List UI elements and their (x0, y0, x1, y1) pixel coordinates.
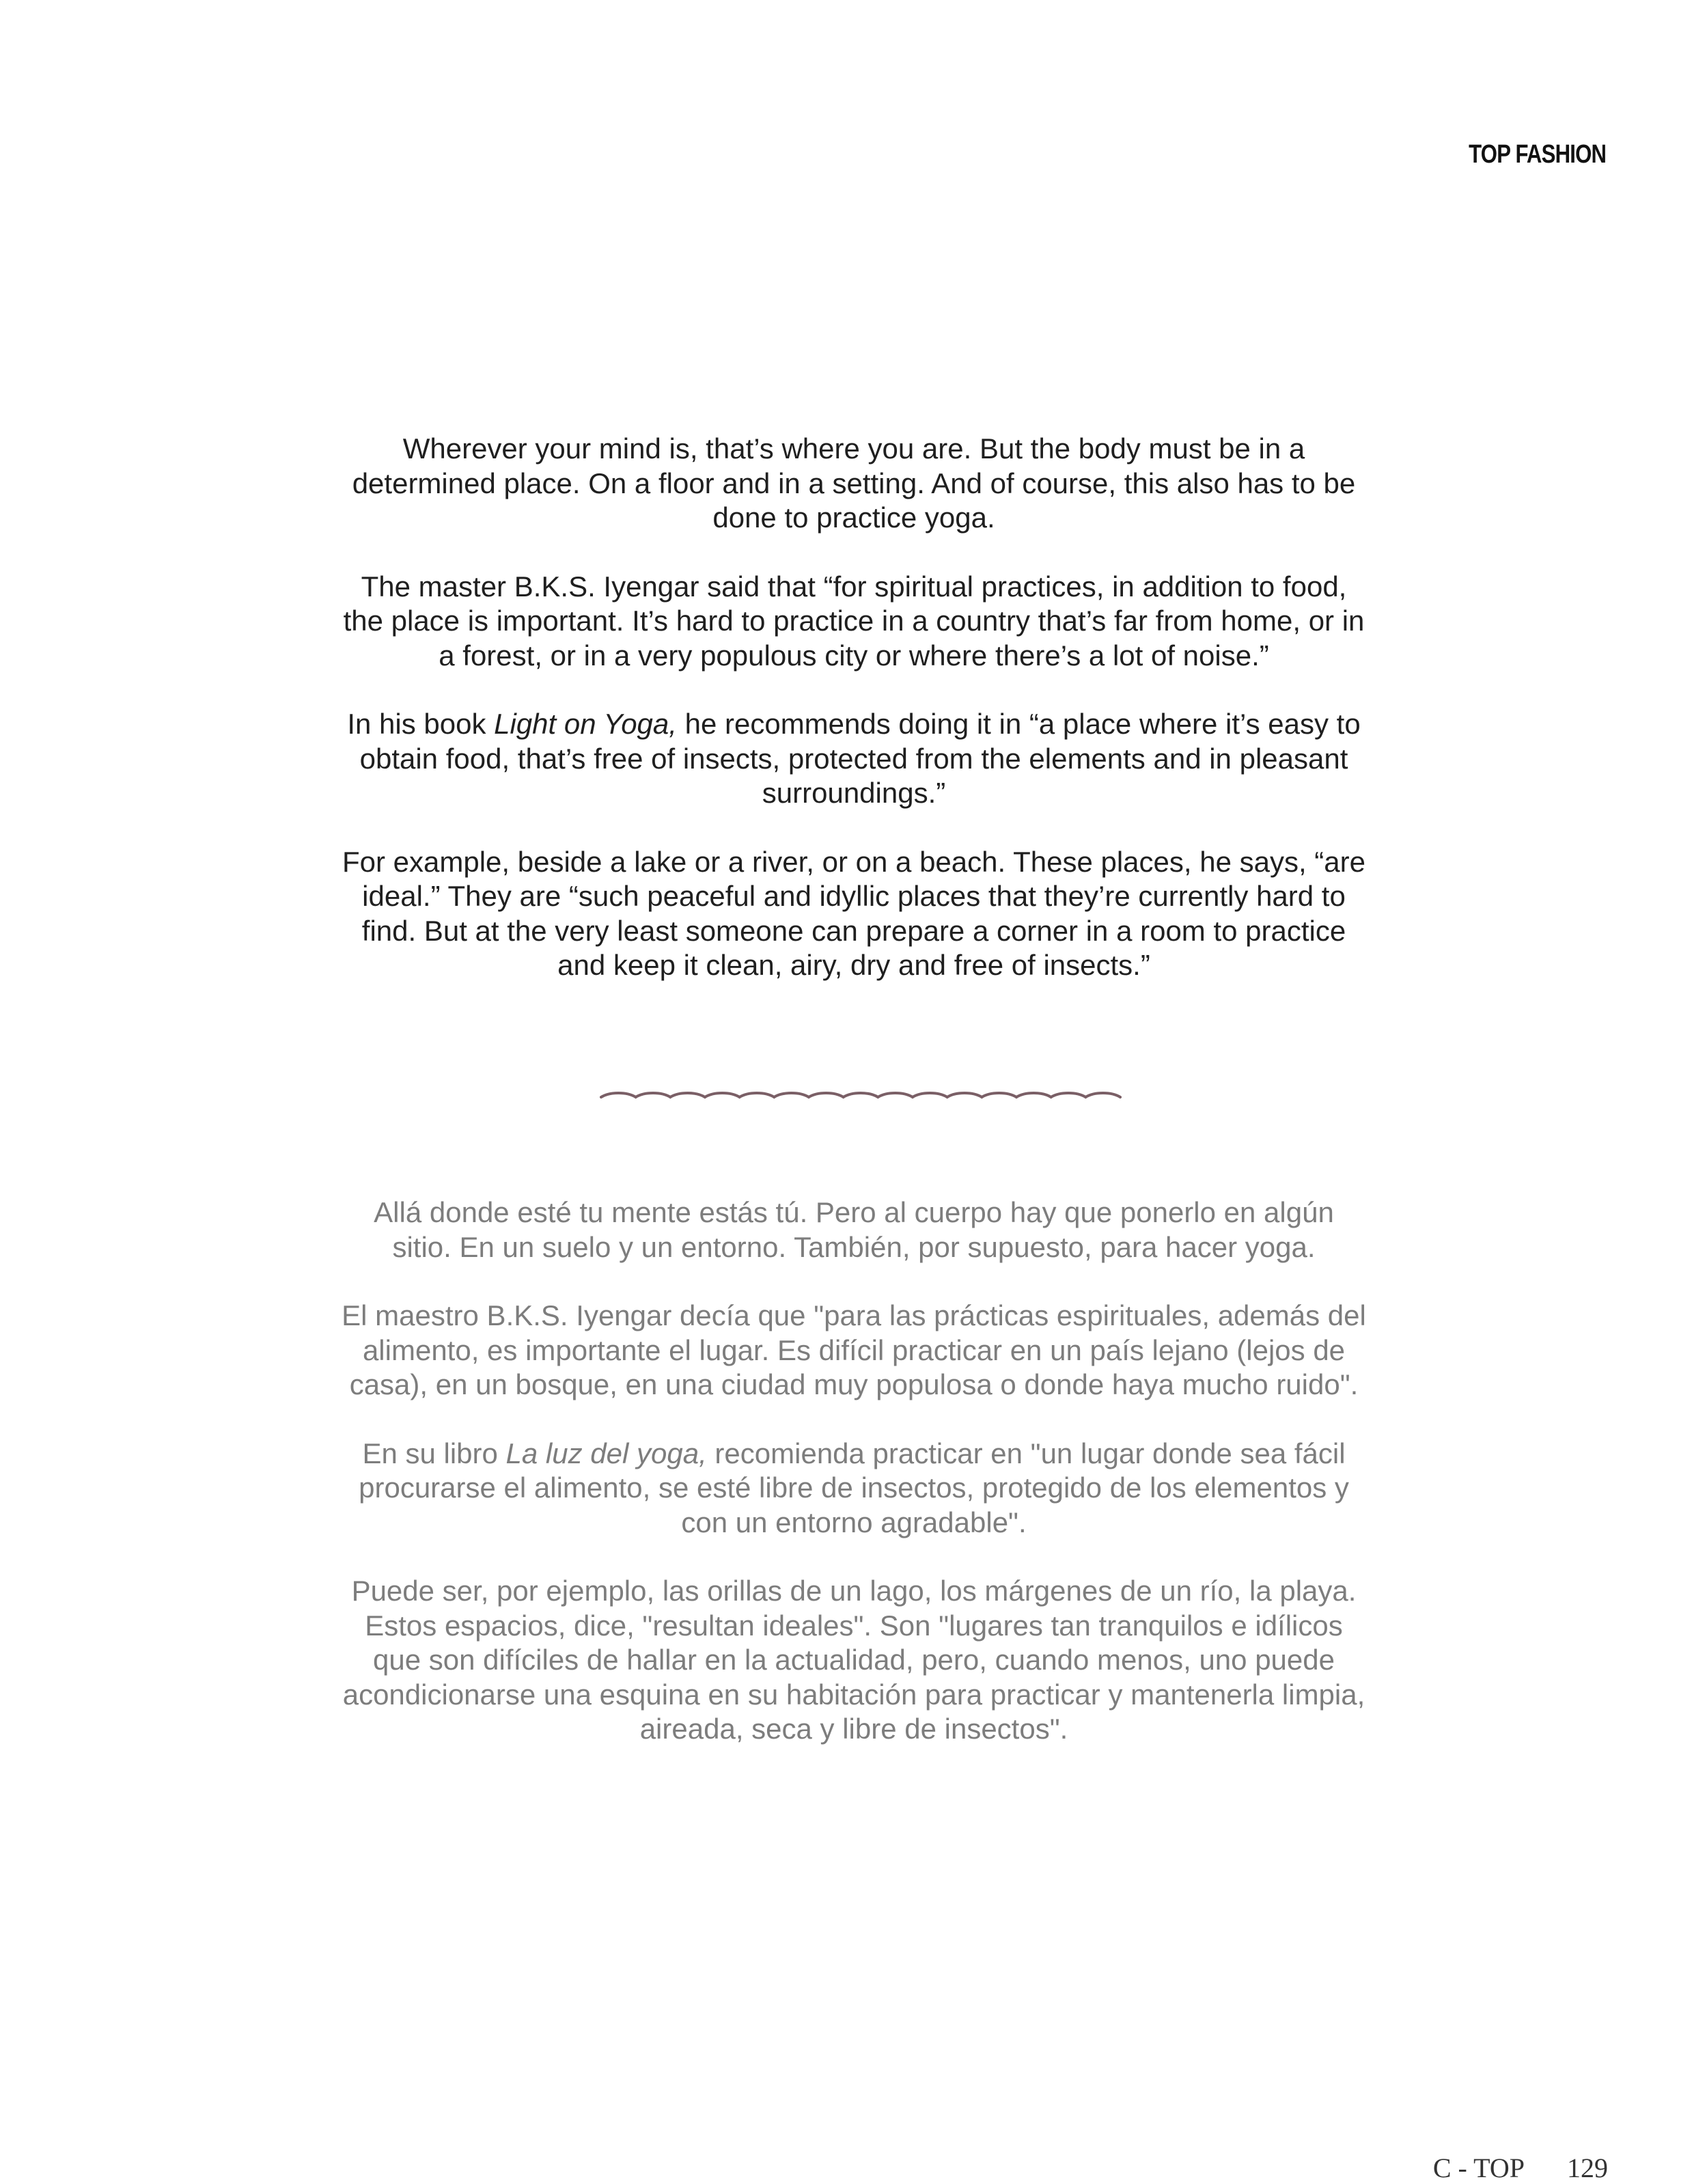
spanish-p3-rest: recomienda practicar en "un lugar donde sea fácil procurarse el alimento, se esté libre de insectos, protegido de los elementos y con un entorno agradable". (359, 1437, 1349, 1538)
page-number: 129 (1567, 2153, 1608, 2183)
english-text (342, 432, 1366, 983)
wave-divider (598, 1083, 1124, 1111)
spanish-paragraph-2: El maestro B.K.S. Iyengar decía que "para las prácticas espirituales, además del alimento, es importante el lugar. Es difícil practicar en un país lejano (lejos de casa), en un bosque, en una ciudad muy populosa o donde haya mucho ruido". (342, 1299, 1366, 1400)
english-paragraph-3 (342, 707, 1366, 811)
spanish-book-title: La luz del yoga, (505, 1437, 707, 1469)
page-footer (1433, 2152, 1608, 2184)
spanish-p3-lead: En su libro (362, 1437, 506, 1469)
english-p3-lead: In his book (347, 708, 495, 740)
english-paragraph-4: For example, beside a lake or a river, or on a beach. These places, he says, “are ideal.” They are “such peaceful and idyllic places that they’re currently hard to find. But at the very least someone can prepare a corner in a room to practice and keep it clean, airy, dry and free of insects.” (342, 845, 1365, 981)
english-paragraph-1: Wherever your mind is, that’s where you are. But the body must be in a determined place. On a floor and in a setting. And of course, this also has to be done to practice yoga. (352, 432, 1356, 534)
english-paragraph-2: The master B.K.S. Iyengar said that “for spiritual practices, in addition to food, the place is important. It’s hard to practice in a country that’s far from home, or in a forest, or in a very populous city or where there’s a lot of noise.” (343, 570, 1365, 672)
spanish-paragraph-4: Puede ser, por ejemplo, las orillas de un lago, los márgenes de un río, la playa. Estos espacios, dice, "resultan ideales". Son "lugares tan tranquilos e idílicos que son difíciles de hallar en la actualidad, pero, cuando menos, uno puede acondicionarse una esquina en su habitación para practicar y mantenerla limpia, aireada, seca y libre de insectos". (342, 1575, 1365, 1745)
section-label: TOP FASHION (1468, 140, 1606, 169)
wave-divider-line (601, 1093, 1120, 1097)
spanish-paragraph-1: Allá donde esté tu mente estás tú. Pero al cuerpo hay que ponerlo en algún sitio. En un suelo y un entorno. También, por supuesto, para hacer yoga. (374, 1196, 1334, 1263)
english-book-title: Light on Yoga, (494, 708, 677, 740)
magazine-name: C - TOP (1432, 2153, 1525, 2183)
spanish-text (342, 1195, 1366, 1747)
english-p3-rest: he recommends doing it in “a place where it’s easy to obtain food, that’s free of insects, protected from the elements and in pleasant surroundings.” (359, 708, 1361, 809)
spanish-paragraph-3 (342, 1437, 1366, 1540)
